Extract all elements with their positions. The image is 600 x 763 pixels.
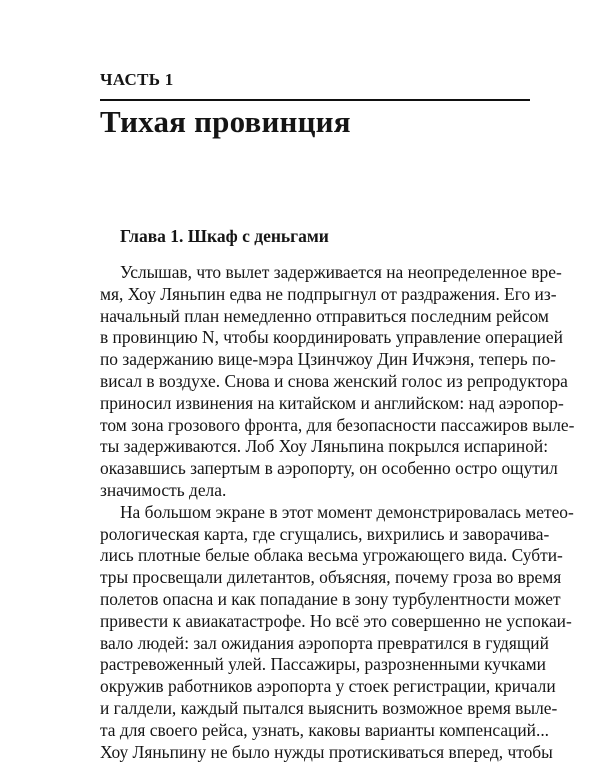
text-line: та для своего рейса, узнать, каковы варианты компенсаций... bbox=[100, 719, 550, 740]
text-line: оказавшись запертым в аэропорту, он особенно остро ощутил bbox=[100, 458, 558, 479]
text-line: вало людей: зал ожидания аэропорта превратился в гудящий bbox=[100, 632, 549, 653]
text-line: ты задерживаются. Лоб Хоу Ляньпина покрылся испариной: bbox=[100, 436, 549, 457]
chapter-heading: Глава 1. Шкаф с деньгами bbox=[120, 226, 329, 246]
part-divider bbox=[100, 99, 530, 101]
text-line: мя, Хоу Ляньпин едва не подпрыгнул от раздражения. Его из- bbox=[100, 283, 557, 304]
text-line: начальный план немедленно отправиться последним рейсом bbox=[100, 305, 549, 326]
text-line: привести к авиакатастрофе. Но всё это совершенно не успокаи- bbox=[100, 610, 572, 631]
text-line: приносил извинения на китайском и английском: над аэропор- bbox=[100, 392, 564, 413]
body-text bbox=[100, 262, 575, 763]
text-line: лись плотные белые облака весьма угрожающего вида. Субти- bbox=[100, 545, 563, 566]
text-line: полетов опасна и как попадание в зону турбулентности может bbox=[100, 588, 561, 609]
text-line: тры просвещали дилетантов, объясняя, почему гроза во время bbox=[100, 567, 562, 588]
text-line: На большом экране в этот момент демонстрировалась метео- bbox=[120, 501, 574, 522]
text-line: и галдели, каждый пытался выяснить возможное время выле- bbox=[100, 697, 558, 718]
text-line: по задержанию вице-мэра Цзинчжоу Дин Ичжэня, теперь по- bbox=[100, 349, 556, 370]
text-line: окружив работников аэропорта у стоек регистрации, кричали bbox=[100, 676, 556, 697]
text-line: том зона грозового фронта, для безопасности пассажиров выле- bbox=[100, 414, 575, 435]
part-label: ЧАСТЬ 1 bbox=[100, 70, 174, 89]
text-line: Хоу Ляньпину не было нужды протискиваться вперед, чтобы bbox=[100, 741, 553, 762]
text-line: Услышав, что вылет задерживается на неопределенное вре- bbox=[120, 262, 562, 282]
text-line: в провинцию N, чтобы координировать управление операцией bbox=[100, 327, 563, 348]
part-title: Тихая провинция bbox=[100, 104, 351, 139]
text-line: растревоженный улей. Пассажиры, разрозненными кучками bbox=[100, 654, 546, 675]
text-line: рологическая карта, где сгущались, вихрились и заворачива- bbox=[100, 523, 550, 544]
text-line: висал в воздухе. Снова и снова женский голос из репродуктора bbox=[100, 370, 568, 391]
text-line: значимость дела. bbox=[100, 479, 227, 500]
